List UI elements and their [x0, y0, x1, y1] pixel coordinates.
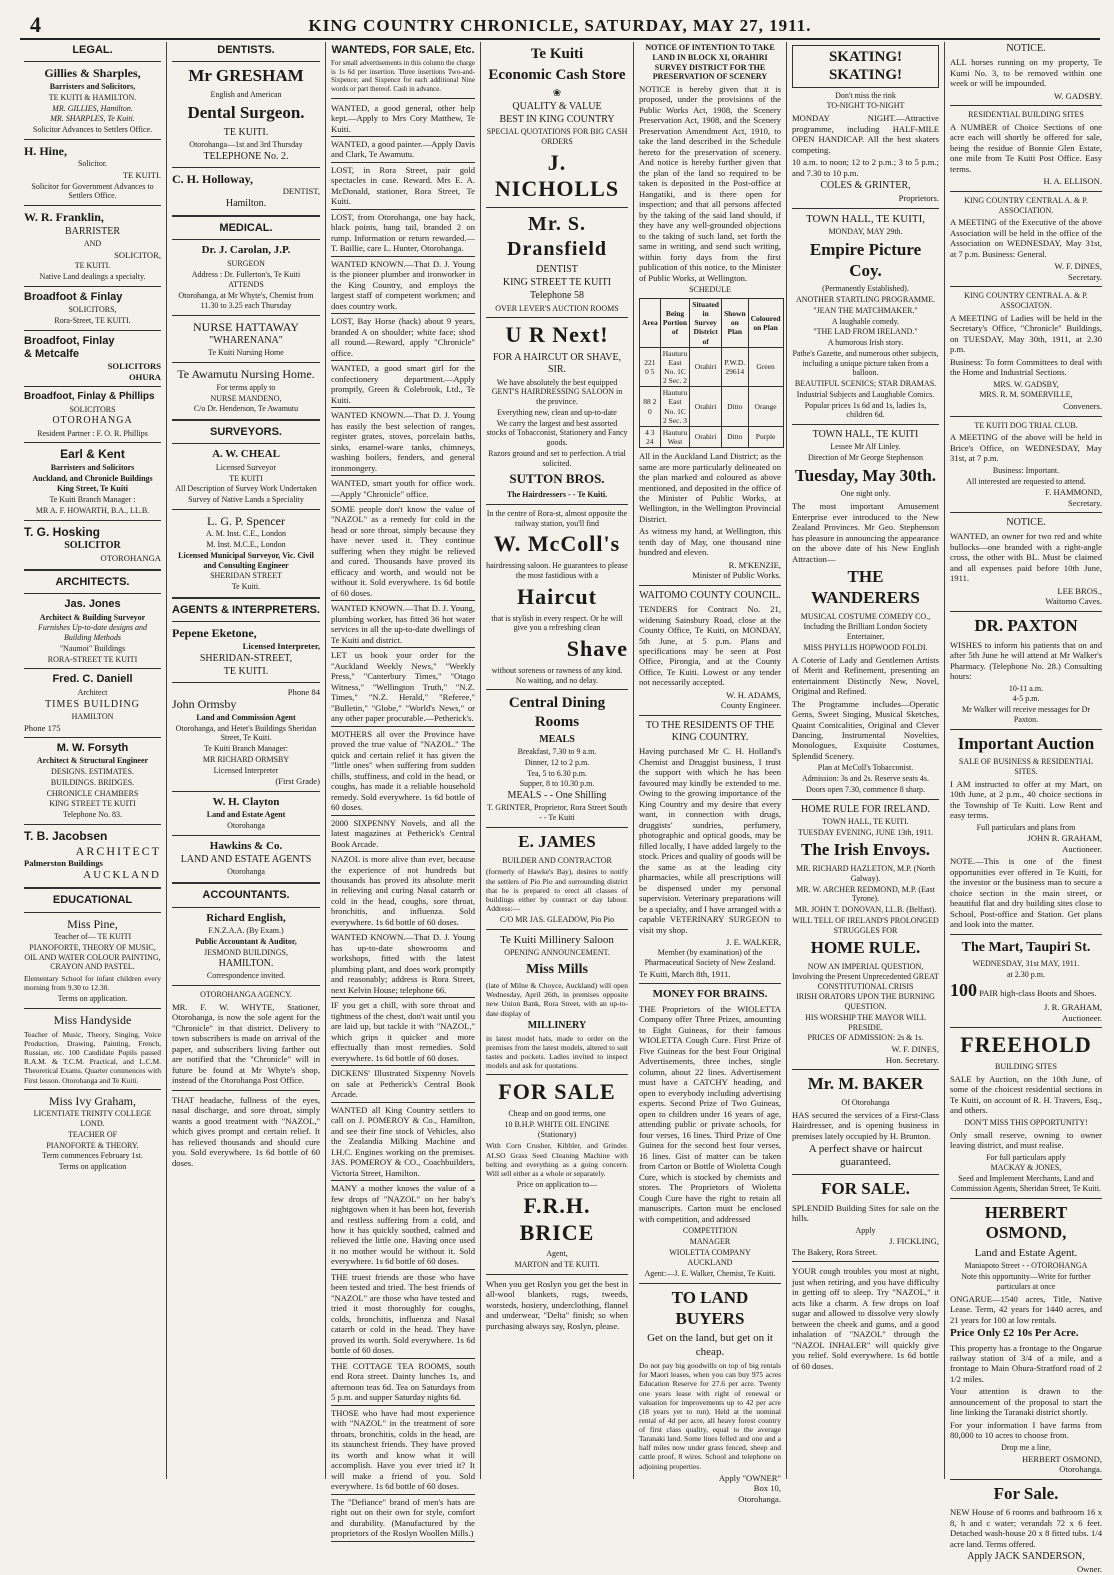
ad-millinery: Te Kuiti Millinery Saloon OPENING ANNOUNCEMENT. Miss Mills (late of Milne & Choyce, Auckland) will open Wednesday, April 26th, in premises opposite new Union Bank, Rora Street, with an up-to-date display of MILLINERY in latest model hats, made to order on the premises from the latest models, altered to suit tastes and pockets. Ladies invited to inspect models and ask for quotations. — [486, 933, 628, 1071]
wanteds-rates-note: For small advertisements in this column the charge is 1s 6d per insertion. Three insertions Two-and-Sixpence; and Sixpence for each additional Nine words or part thereof. Cash in advance. — [331, 59, 475, 93]
table-cell: 221 0 5 — [640, 347, 661, 387]
ad-carolan: Dr. J. Carolan, J.P. SURGEON Address : Dr. Fullerton's, Te Kuiti ATTENDS Otorohanga, at Mr Whyte's, Chemist from 11.30 to 3.25 each Thursday — [178, 244, 314, 310]
ad-pine: Miss Pine, Teacher of— TE KUITI PIANOFORTE, THEORY OF MUSIC, OIL AND WATER COLOUR PAINTING, CRAYON AND PASTEL. Elementary School for infant children every morning from 9.30 to 12.30. Terms on application. — [24, 916, 161, 1004]
ad-earl-kent: Earl & Kent Barristers and Solicitors Auckland, and Chronicle Buildings King Street, Te Kuiti Te Kuiti Branch Manager : MR A. F. HOWARTH, B.A., LL.B. — [32, 447, 153, 515]
column-entertainment — [788, 42, 943, 1479]
notice-heading: NOTICE. — [1006, 43, 1046, 54]
wanted-ad: LOST, from Otorohanga, one bay hack, black points, bang tail, branded 2 on rump. Information or return rewarded.—T. Baillie, care L. Hunter, Otorohanga. — [331, 211, 475, 254]
table-cell: Orahiri — [690, 426, 722, 447]
ad-waitomo-council: WAITOMO COUNTY COUNCIL. TENDERS for Contract No. 21, widening Sainsbury Road, close at the County Office, Te Kuiti, on MONDAY, 5th June, at 5 p.m. Plans and specifications may be seen at Post Office, Pirongia, and at the County Office, Te Kuiti. Lowest or any tender not necessarily accepted. W. H. ADAMS, County Engineer. — [639, 589, 781, 711]
ad-eketone: Pepene Eketone, Licensed Interpreter, SHERIDAN-STREET, TE KUITI. — [172, 626, 320, 677]
ad-paxton: DR. PAXTON WISHES to inform his patients that on and after 5th June he will attend at Mr Walker's Pharmacy. (Telephone No. 28.) Consulting hours: 10-11 a.m. 4-5 p.m. Mr Walker will receive messages for Dr Paxton. — [950, 615, 1102, 724]
ad-land-buyers: TO LAND BUYERS Get on the land, but get on it cheap. Do not pay big goodwills on top of big rentals for Maori leases, when you can buy 975 acres Education Reserve for 27.6 per acre. Twenty one years lease with right of renewal or valuation for improvements up to 42 per acre (18 years yet to run). Held at the nominal rental of 4d per acre, all heavy forest country of first class quality, equal to the average Taranaki land. Some lines felled and one and a half miles now under grass fenced, sheep and cattle proof, 8 wires. School and telephone on adjoining properties. Apply "OWNER" Box 10, Otorohanga. — [639, 1287, 781, 1504]
section-heading-wanteds: WANTEDS, FOR SALE, Etc. — [331, 44, 475, 56]
ad-walker-chemist: TO THE RESIDENTS OF THE KING COUNTRY. Having purchased Mr C. H. Holland's Chemist and Druggist business, I trust the support with which he has been favoured may kindly be extended to me. Owing to the growing importance of the King Country and my desire that every want, in connection with drugs, druggists' sundries, perfumery, photographic and optical goods, may be filled locally, I have added largely to the stock. Prices and quality of goods will be the same as at the leading city pharmacies, while all prescriptions will be dispensed under my personal supervision. Veterinary preparations will be a specialty, and I have arranged with a capable VETERINARY SURGEON to visit my shop. J. E. WALKER, Member (by examination) of the Pharmaceutical Society of New Zealand. Te Kuiti, March 8th, 1911. — [639, 719, 781, 979]
ad-hosking: T. G. Hosking SOLICITOR OTOROHANGA — [24, 524, 161, 564]
table-cell: 4 3 24 — [640, 426, 661, 447]
ad-forsyth: M. W. Forsyth Architect & Structural Engineer DESIGNS. ESTIMATES. BUILDINGS. BRIDGES. CHRONICLE CHAMBERS KING STREET TE KUITI Telephone No. 83. — [36, 742, 149, 820]
ad-awamutu: Te Awamutu Nursing Home. For terms apply to NURSE MANDENO, C/o Dr. Henderson, Te Awamutu — [177, 367, 315, 414]
ad-baker: Mr. M. BAKER Of Otorohanga HAS secured the services of a First-Class Hairdresser, and is opening business in premises lately occupied by H. Brunton. A perfect shave or haircut guaranteed. — [792, 1074, 939, 1169]
ad-money-for-brains: MONEY FOR BRAINS. THE Proprietors of the WIOLETTA Company offer Three Prizes, amounting to Eight Guineas, for their famous WIOLETTA Cough Cure. First Prize of Five Guineas for the best Four Original Advertisements, three inches, single column, about 22 lines. Advertisement must have a CATCHY heading, and open to everybody including advertising experts. Second Prize of Two Guineas, open to children under 16 years of age, attending public or private schools, for four verses, 16 lines. Third Prize of One Guinea for the second best four verses, 16 lines. Gist of matter can be taken from Carton or Bottle of Wioletta Cough Cure, which is stocked by chemists and stores. The Proprietors of Wioletta Cough Cure have the right to retain all manuscripts. Carton must be enclosed with competition, and addressed COMPETITION MANAGER WIOLETTA COMPANY AUCKLAND Agent:—J. E. Walker, Chemist, Te Kuiti. — [639, 988, 781, 1279]
table-cell: Orahiri — [690, 387, 722, 427]
table-row — [640, 387, 784, 427]
ad-spencer: L. G. P. Spencer A. M. Inst. C.E., London M. Inst. M.C.E., London Licensed Municipal Surveyor, Vic. Civil and Consulting Engineer SHERIDAN STREET Te Kuiti. — [178, 513, 314, 592]
table-cell: P.W.D. 29614 — [721, 347, 748, 387]
wanted-ad: WANTED, a good painter.—Apply Davis and Clark, Te Awamutu. — [331, 138, 475, 160]
schedule-heading: SCHEDULE — [689, 285, 731, 295]
table-cell: Shown on Plan — [721, 298, 748, 347]
table-cell: Ditto — [721, 387, 748, 427]
table-cell: Purple — [748, 426, 783, 447]
ornament-icon: ❀ — [552, 87, 562, 99]
column-professional — [168, 42, 324, 1479]
ad-broadfoot-phillips: Broadfoot, Finlay & Phillips SOLICITORS OTOROHANGA Resident Partner : F. O. R. Phillips — [24, 391, 155, 438]
table-row — [640, 347, 784, 387]
wanted-ad: WANTED KNOWN.—That D. J. Young has easily the best selection of ranges, register grates, stoves, porcelain baths, sinks, enamel-ware tanks, chimneys, washing boilers, fenders, and general ironmongery. — [331, 410, 475, 473]
ad-broadfoot-finlay: Broadfoot & Finlay SOLICITORS, Rora-Street, TE KUITI. — [24, 290, 131, 325]
page-number: 4 — [30, 12, 41, 37]
ad-house-for-sale: For Sale. NEW House of 6 rooms and bathroom 16 x 8, h and c water; verandah 72 x 6 feet. Detached wash-house 20 x 8 fitted tubs. 1/4 acre land. Terms offered. Apply JACK SANDERSON, Owner. — [950, 1483, 1102, 1575]
ad-empire-picture: TOWN HALL, TE KUITI, MONDAY, MAY 29th. Empire Picture Coy. (Permanently Established). ANOTHER STARTLING PROGRAMME. "JEAN THE MATCHMAKER." A laughable comedy. "THE LAD FROM IRELAND." A humorous Irish story. Pathe's Gazette, and numerous other subjects, including a unique picture taken from a balloon. BEAUTIFUL SCENICS; STAR DRAMAS. Industrial Subjects and Laughable Comics. Popular prices 1s 6d and 1s, ladies 1s, children 6d. — [792, 212, 939, 420]
ad-mccoll: In the centre of Rora-st, almost opposite the railway station, you'll find W. McColl's hairdressing saloon. He guarantees to please the most fastidious with a Haircut that is stylish in every respect. Or he will give you a refreshing clean Shave without soreness or rawness of any kind. No waiting, and no delay. — [486, 508, 628, 685]
wanted-ad: 2000 SIXPENNY Novels, and all the latest magazines at Petherick's Central Book Arcade. — [331, 817, 475, 849]
section-heading-educational: EDUCATIONAL — [52, 894, 133, 907]
wanted-ad: NAZOL is more alive than ever, because the experience of not hundreds but thousands has proved its absolute merit in relieving and curing Nasal catarrh or cold in the head, coughs, sore throat, bronchitis, and influenza. Sold everywhere. 1s 6d bottle of 60 doses. — [331, 854, 475, 927]
ad-mart: The Mart, Taupiri St. WEDNESDAY, 31st MAY, 1911. at 2.30 p.m. 100 PAIR high-class Boots and Shoes. J. R. GRAHAM, Auctioneer. — [950, 939, 1102, 1023]
ad-e-james: E. JAMES BUILDER AND CONTRACTOR (formerly of Hawke's Bay), desires to notify the settlers of Pio Pio and surrounding district that he is prepared to erect all classes of buildings either by contract or day labour. Address:— C/O MR JAS. GLEADOW, Pio Pio — [486, 831, 628, 925]
table-cell: Area — [640, 298, 661, 347]
table-cell: Green — [748, 347, 783, 387]
ad-important-auction: Important Auction SALE OF BUSINESS & RESIDENTIAL SITES. I AM instructed to offer at my Mart, on 10th June, at 2 p.m., 40 choice sections in the Township of Te Kuiti. Low Rent and easy terms. Full particulars and plans from JOHN R. GRAHAM, Auctioneer. NOTE.—This is one of the finest opportunities ever offered in Te Kuiti, for the investor or the business man to secure a choice section in the main street, or beautiful flat and dry building sites close to School, Post-office and Station. Get plans and look into the matter. — [950, 733, 1102, 930]
ad-freehold: FREEHOLD BUILDING SITES SALE by Auction, on the 10th June, of some of the choicest residential sections in Te Kuiti, on account of R. H. Travers, Esq., and others. DON'T MISS THIS OPPORTUNITY! Only small reserve, owning to owner leaving district, and must realise. For full particulars apply MACKAY & JONES, Seed and Implement Merchants, Land and Commission Agents, Sheridan Street, Te Kuiti. — [950, 1032, 1102, 1193]
ad-jacobsen: T. B. Jacobsen ARCHITECT Palmerston Buildings AUCKLAND — [24, 828, 161, 881]
table-cell: Hauturu East No. 1C 2 Sec. 3 — [660, 387, 690, 427]
wanted-ad: MANY a mother knows the value of a few drops of "NAZOL" on her baby's nightgown when it has been hot, feverish and restless suffering from a cold, and how it has quickly soothed, calmed and relieved the little one. Having once used it no mother would be without it. Sold everywhere. 1s 6d bottle of 60 doses. — [331, 1183, 475, 1267]
table-cell: 88 2 0 — [640, 387, 661, 427]
wanted-ad: LOST, Bay Horse (hack) about 9 years, branded A on shoulder; white face; shod all round.—Reward, apply "Chronicle" office. — [331, 316, 475, 358]
column-sales: NOTICE. ALL horses running on my property, Te Kumi No. 3, to be removed within one week or will be impounded. W. GADSBY. RESIDENTIAL BUILDING SITES A NUMBER of Choice Sections of one acre each will shortly be offered for sale, being the residue of Bonnie Glen Estate, one mile from Te Kuiti Post Office. Easy terms. H. A. ELLISON. KING COUNTRY CENTRAL A. & P. ASSOCIATION. A MEETING of the Executive of the above Association will be held in the office of the Association on WEDNESDAY, May 31st, at 7 p.m. Business: General. W. F. DINES, Secretary. KING COUNTRY CENTRAL A. & P. ASSOCIATON. A MEETING of Ladies will be held in the Secretary's Office, "Chronicle" Buildings, on TUESDAY, May 30th, 1911, at 2.30 p.m. Business: To form Committees to deal with the Home and Industrial Sections. MRS. W. GADSBY, MRS. R. M. SOMERVILLE, Conveners. TE KUITI DOG TRIAL CLUB. A MEETING of the above will be held in Brice's Office, on WEDNESDAY, May 31st, at 7 p.m. Business: Important. All interested are requested to attend. F. HAMMOND, Secretary. NOTICE. WANTED, an owner for two red and white bullocks—one branded with a right-angle cross, the other with BL. Must be claimed and all expenses paid before 10th June, 1911. LEE BROS., Waitomo Caves. DR. PAXTON WISHES to inform his patients that on and after 5th June he will attend at Mr Walker's Pharmacy. (Telephone No. 28.) Consulting hours: 10-11 a.m. 4-5 p.m. Mr Walker will receive messages for Dr Paxton. Important Auction SALE OF BUSINESS & RESIDENTIAL SITES. I AM instructed to offer at my Mart, on 10th June, at 2 p.m., 40 choice sections in the Township of Te Kuiti. Low Rent and easy terms. Full particulars and plans from JOHN R. GRAHAM, Auctioneer. NOTE.—This is one of the finest opportunities ever offered in Te Kuiti, for the investor or the business man to secure a choice section in the main street, or beautiful flat and dry building sites close to School, Post-office and Station. Get plans and look into the matter. The Mart, Taupiri St. WEDNESDAY, 31st MAY, 1911. at 2.30 p.m. 100 PAIR high-class Boots and Shoes. J. R. GRAHAM, Auctioneer. FREEHOLD BUILDING SITES SALE by Auction, on the 10th June, of some of the choicest residential sections in Te Kuiti, on account of R. H. Travers, Esq., and others. DON'T MISS THIS OPPORTUNITY! Only small reserve, owning to owner leaving district, and must realise. For full particulars apply MACKAY & JONES, Seed and Implement Merchants, Land and Commission Agents, Sheridan Street, Te Kuiti. HERBERT OSMOND, Land and Estate Agent. Maniapoto Street - - OTOROHANGA Note this opportunity—Write for further particulars at once ONGARUE—1540 acres, Title, Native Lease. Term, 42 years for 1440 acres, and 21 years for 100 at low rentals. Price Only £2 10s Per Acre. This property has a frontage to the Ongarue railway station of 3/4 of a mile, and a frontage to Main Ohura-Stratford road of 2 1/2 miles. Your attention is drawn to the announcement of the proposal to start the line linking the Taranaki district shortly. For your information I have farms from 80,000 to 10 acres to choose from. Drop me a line, HERBERT OSMOND, Otorohanga. For Sale. NEW House of 6 rooms and bathroom 16 x 8, h and c water; verandah 72 x 6 feet. Detached wash-house 20 x 8 fitted tubs. 1/4 acre land. Terms offered. Apply JACK SANDERSON, Owner. — [950, 43, 1102, 1575]
table-cell: Orange — [748, 387, 783, 427]
ad-bullocks-notice: NOTICE. WANTED, an owner for two red and white bullocks—one branded with a right-angle cross, the other with BL. Must be claimed and all expenses paid before 10th June, 1911. LEE BROS., Waitomo Caves. — [950, 517, 1102, 607]
ad-english: Richard English, F.N.Z.A.A. (By Exam.) Public Accountant & Auditor, JESMOND BUILDINGS, HAMILTON. Correspondence invited. — [195, 911, 297, 981]
wanted-ad: THE truest friends are those who have been tested and tried. The best friends of "NAZOL" are those who have tested and tried it most thoroughly for coughs, colds, bronchitis, influenza and Nasal catarrh or cold in the head. They have proved its worth. Sold everywhere. 1s 6d bottle of 60 doses. — [331, 1271, 475, 1356]
ad-nazol-cough: YOUR cough troubles you most at night, just when retiring, and you have difficulty in getting off to sleep. Try "NAZOL," it acts like a charm. A few drops on loaf sugar and allowed to dissolve very slowly between the cheek and gums, and a good inhalation of "NAZOL" through the "NAZOL INHALER" will quickly give you relief. Sold everywhere. 1s 6d bottle of 60 doses. — [792, 1266, 939, 1371]
ad-kc-association-ladies: KING COUNTRY CENTRAL A. & P. ASSOCIATON. A MEETING of Ladies will be held in the Secretary's Office, "Chronicle" Buildings, on TUESDAY, May 30th, 1911, at 2.30 p.m. Business: To form Committees to deal with the Home and Industrial Sections. MRS. W. GADSBY, MRS. R. M. SOMERVILLE, Conveners. — [950, 291, 1102, 412]
ad-franklin: W. R. Franklin, BARRISTER AND SOLICITOR, TE KUITI. Native Land dealings a specialty. — [24, 210, 161, 281]
schedule-table — [639, 298, 784, 448]
ad-cheal: A. W. CHEAL Licensed Surveyor TE KUITI All Description of Survey Work Undertaken Survey of Native Lands a Speciality — [175, 448, 317, 505]
ad-hine: H. Hine, Solicitor. TE KUITI. Solicitor for Government Advances to Settlers Office. — [24, 143, 161, 201]
table-cell: Hauturu West — [660, 426, 690, 447]
wanted-ad: WANTED, smart youth for office work.—Apply "Chronicle" office. — [331, 478, 475, 499]
wanted-ad: LOST, in Rora Street, pair gold spectacles in case. Reward. Mrs E. A. McDonald, stationer, Rora Street, Te Kuiti. — [331, 164, 475, 207]
table-cell: Ditto — [721, 426, 748, 447]
newspaper-title: KING COUNTRY CHRONICLE, SATURDAY, MAY 27, 1911. — [308, 16, 812, 35]
ad-home-rule: HOME RULE FOR IRELAND. TOWN HALL, TE KUITI. TUESDAY EVENING, JUNE 13th, 1911. The Irish Envoys. MR. RICHARD HAZLETON, M.P. (North Galway). MR. W. ARCHER REDMOND, M.P. (East Tyrone). MR. JOHN T. DONOVAN, LL.B. (Belfast). WILL TELL OF IRELAND'S PROLONGED STRUGGLES FOR HOME RULE. NOW AN IMPERIAL QUESTION, Involving the Present Unprecedented GREAT CONSTITUTIONAL CRISIS IRISH ORATORS UPON THE BURNING QUESTION. HIS WORSHIP THE MAYOR WILL PRESIDE. PRICES OF ADMISSION: 2s & 1s. W. F. DINES, Hon. Secretary. — [792, 803, 939, 1065]
wanted-ad: WANTED KNOWN.—That D. J. Young has up-to-date showrooms and workshops, fitted with the latest plumbing plant, and does work promptly and reasonably; address is Rora Street, next Kelvin House; telephone 66. — [331, 932, 475, 995]
wanted-ad: WANTED all King Country settlers to call on J. POMEROY & Co., Hamilton, and see their fine stock of Vehicles, also the Zealandia Milking Machine and I.H.C. Engines working on the premises. JAS. POMEROY & CO., Coachbuilders, Victoria Street, Hamilton. — [331, 1104, 475, 1178]
ad-nazol-headache: THAT headache, fullness of the eyes, nasal discharge, and sore throat, simply wants a good treatment with "NAZOL," which gives prompt and certain relief. It has relieved thousands and should cure you. Sold everywhere. 1s 6d bottle of 60 doses. — [172, 1094, 320, 1168]
wanteds-list — [331, 103, 475, 1542]
section-heading-legal: LEGAL. — [72, 44, 113, 56]
ad-osmond: HERBERT OSMOND, Land and Estate Agent. Maniapoto Street - - OTOROHANGA Note this opportunity—Write for further particulars at once ONGARUE—1540 acres, Title, Native Lease. Term, 42 years for 1440 acres, and 21 years for 100 at low rentals. Price Only £2 10s Per Acre. This property has a frontage to the Ongarue railway station of 3/4 of a mile, and a frontage to Main Ohura-Stratford road of 2 1/2 miles. Your attention is drawn to the announcement of the proposal to start the line linking the Taranaki district shortly. For your information I have farms from 80,000 to 10 acres to choose from. Drop me a line, HERBERT OSMOND, Otorohanga. — [950, 1202, 1102, 1475]
table-cell: Orahiri — [690, 347, 722, 387]
section-heading-agents: AGENTS & INTERPRETERS. — [172, 603, 320, 616]
column-notices: NOTICE OF INTENTION TO TAKE LAND IN BLOCK XI, ORAHIRI SURVEY DISTRICT FOR THE PRESERVATION OF SCENERY NOTICE is hereby given that it is proposed, under the provisions of the Public Works Act, 1908, the Scenery Preservation Act, 1908, and the Scenery Preservation Amendment Act, 1910, to take the land described in the Schedule hereto for the preservation of scenery. And notice is hereby further given that the plan of the land so required to be taken is deposited in the Post-office at Hangatiki, and is there open for inspection; and that all persons affected by the taking of the said land should, if they have any well-grounded objections to the taking of such land, set forth the same in writing, and send such writing, within forty days from the first publication of this notice, to the Minister of Public Works, at Wellington. SCHEDULE Area Being Portion of Situated in Survey District of Shown on Plan Coloured on Plan 221 0 5 Hauturu East No. 1C 2 Sec. 2 Orahiri P.W.D. 29614 Green 88 2 0 Hauturu East No. 1C 2 Sec. 3 Orahiri Ditto Orange 4 3 24 Hauturu West Orahiri Ditto Purple All in the Auckland Land District; as the same are more particularly delineated on the plan marked and coloured as above mentioned, and deposited in the office of the Minister of Public Works, at Wellington, in the Wellington Provincial District. As witness my hand, at Wellington, this tenth day of May, one thousand nine hundred and eleven. R. M'KENZIE, Minister of Public Works. WAITOMO COUNTY COUNCIL. TENDERS for Contract No. 21, widening Sainsbury Road, close at the County Office, Te Kuiti, on MONDAY, 5th June, at 5 p.m. Plans and specifications may be seen at Post Office, Pirongia, and at the County Office, Te Kuiti. Lowest or any tender not necessarily accepted. W. H. ADAMS, County Engineer. TO THE RESIDENTS OF THE KING COUNTRY. Having purchased Mr C. H. Holland's Chemist and Druggist business, I trust the support with which he has been favoured may kindly be extended to me. Owing to the growing importance of the King Country and my desire that every want, in connection with drugs, druggists' sundries, perfumery, photographic and optical goods, may be filled locally, I have added largely to the stock. Prices and quality of goods will be the same as at the leading city pharmacies, while all prescriptions will be dispensed under my personal supervision. Veterinary preparations will be a specialty, and I have arranged with a capable VETERINARY SURGEON to visit my shop. J. E. WALKER, Member (by examination) of the Pharmaceutical Society of New Zealand. Te Kuiti, March 8th, 1911. MONEY FOR BRAINS. THE Proprietors of the WIOLETTA Company offer Three Prizes, amounting to Eight Guineas, for their famous WIOLETTA Cough Cure. First Prize of Five Guineas for the best Four Original Advertisements, three inches, single column, about 22 lines. Advertisement must have a CATCHY heading, and open to everybody including advertising experts. Second Prize of Two Guineas, open to children under 16 years of age, attending public or private schools, for four verses, 16 lines. Third Prize of One Guinea for the second best four verses, 16 lines. Gist of matter can be taken from Carton or Bottle of Wioletta Cough Cure, which is stocked by chemists and stores. The Proprietors of Wioletta Cough Cure have the right to retain all manuscripts. Carton must be enclosed with competition, and addressed COMPETITION MANAGER WIOLETTA COMPANY AUCKLAND Agent:—J. E. Walker, Chemist, Te Kuiti. TO LAND BUYERS Get on the land, but get on it cheap. Do not pay big goodwills on top of big rentals for Maori leases, when you can buy 975 acres Education Reserve for 27.6 per acre. Twenty one years lease with right of renewal or valuation for improvements up to 42 per acre (18 years yet to run). Held at the nominal rental of 4d per acre, all heavy forest country of first class quality, equal to the average Taranaki land. Some lines felled and one and a half miles now under grass fenced, sheep and cattle proof, 8 wires. School and telephone on adjoining properties. Apply "OWNER" Box 10, Otorohanga. — [635, 42, 785, 1479]
table-cell: Being Portion of — [660, 298, 690, 347]
column-shops — [482, 42, 632, 1479]
wanted-ad: IF you get a chill, with sore throat and tightness of the chest, don't wait until you are laid up, but tackle it with "NAZOL," which grips it quicker and more effectually than most remedies. Sold everywhere. 1s 6d bottle of 60 doses. — [331, 1000, 475, 1063]
ad-roslyn: When you get Roslyn you get the best in all-wool blankets, rugs, tweeds, worsteds, hosiery, underclothing, flannel and underwear, "Delta" finish; so when purchasing always say, Roslyn, please. — [486, 1278, 628, 1331]
wanted-ad: WANTED, a good smart girl for the confectionery department.—Apply promptly, Green & Colebrook, Ltd., Te Kuiti. — [331, 363, 475, 405]
wanted-ad: MOTHERS all over the Province have proved the true value of "NAZOL." The quick and certain relief it has given the "little ones" when suffering from sudden chills, stuffiness, and cold in the head, or coughs, has made it a reliable household remedy. Sold everywhere. 1s 6d bottle of 60 doses. — [331, 728, 475, 813]
column-rule — [633, 42, 634, 1479]
ad-dog-trial: TE KUITI DOG TRIAL CLUB. A MEETING of the above will be held in Brice's Office, on WEDNESDAY, May 31st, at 7 p.m. Business: Important. All interested are requested to attend. F. HAMMOND, Secretary. — [950, 420, 1102, 508]
wanted-ad: LET us book your order for the "Auckland Weekly News," "Weekly Press," "Canterbury Times," "Otago Witness," "Wellington Truth," "N.Z. Times," "N.Z. Herald," "Referee," "Bulletin," "Globe," "World's News," or any other paper procurable.—Petherick's. — [331, 650, 475, 724]
ad-handyside: Miss Handyside Teacher of Music, Theory, Singing, Voice Production, Drawing, Painting, French, Russian, etc. 100 Candidate Pupils passed R.A.M. & T.C.M. Practical, and L.C.M. Theoretical Exams. Quarter commences with First lesson. Otorohanga and Te Kuiti. — [24, 1013, 161, 1085]
section-heading-medical: MEDICAL. — [219, 222, 273, 235]
table-row — [640, 426, 784, 447]
ad-clayton: W. H. Clayton Land and Estate Agent Otorohanga — [206, 795, 286, 831]
wanted-ad: THOSE who have had most experience with "NAZOL" in the treatment of sore throats, bronchitis, colds in the head, are its staunchest friends. They have proved its worth and know what it will accomplish. Have you ever tried it? It will make a friend of you. Sold everywhere. 1s 6d bottle of 60 doses. — [331, 1407, 475, 1492]
table-cell: Coloured on Plan — [748, 298, 783, 347]
ad-kc-association-executive: KING COUNTRY CENTRAL A. & P. ASSOCIATION. A MEETING of the Executive of the above Association will be held in the office of the Association on WEDNESDAY, May 31st, at 7 p.m. Business: General. W. F. DINES, Secretary. — [950, 195, 1102, 282]
column-legal — [20, 42, 165, 1479]
column-rule — [166, 42, 167, 1479]
ad-holloway: C. H. Holloway, DENTIST, Hamilton. — [172, 171, 320, 209]
column-rule — [325, 42, 326, 1479]
ad-skating: SKATING! SKATING! Don't miss the rink TO-NIGHT TO-NIGHT MONDAY NIGHT.—Attractive programme, including HALF-MILE OPEN HANDICAP. All the best skaters competing. 10 a.m. to noon; 12 to 2 p.m.; 3 to 5 p.m.; and 7.30 to 10 p.m. COLES & GRINTER, Proprietors. — [792, 45, 939, 204]
notice-scenery-body: NOTICE is hereby given that it is proposed, under the provisions of the Public Works Act, 1908, the Scenery Preservation Act, 1908, and the Scenery Preservation Amendment Act, 1910, to take the land described in the Schedule hereto for the preservation of scenery. And notice is hereby further given that the plan of the land so required to be taken is deposited in the Post-office at Hangatiki, and is there open for inspection; and that all persons affected by the taking of the said land should, if they have any well-grounded objections to the taking of such land, set forth the same in writing, and send such writing, within forty days from the first publication of this notice, to the Minister of Public Works, at Wellington. — [639, 84, 781, 283]
masthead — [20, 14, 1100, 40]
ad-sutton-bros: U R Next! FOR A HAIRCUT OR SHAVE, SIR. We have absolutely the best equipped GENT'S HAIRDRESSING SALOON in the province. Everything new, clean and up-to-date We carry the largest and best assorted stocks of Tobacconist, Stationery and Fancy goods. Razors ground and set to perfection. A trial solicited. SUTTON BROS. The Hairdressers - - Te Kuiti. — [486, 322, 628, 500]
wanted-ad: WANTED, a good general, other help kept.—Apply to Mrs Cory Matthew, Te Kuiti. — [331, 102, 475, 134]
ad-graham: Miss Ivy Graham, LICENTIATE TRINITY COLLEGE LOND. TEACHER OF PIANOFORTE & THEORY. Term commences February 1st. Terms on application — [33, 1093, 152, 1172]
ad-for-sale-engine: FOR SALE Cheap and on good terms, one 10 B.H.P. WHITE OIL ENGINE (Stationary) With Corn Crusher, Kibbler, and Grinder. ALSO Grass Seed Cleaning Machine with belting and everything as a going concern. Will sell either as a whole or separately. Price on application to— F.R.H. BRICE Agent, MARTON and TE KUITI. — [486, 1079, 628, 1270]
wanted-ad: THE COTTAGE TEA ROOMS, south end Rora street. Dainty lunches 1s, and afternoon teas 6d. Tea on Saturdays from 5 p.m. and supper Saturday nights 6d. — [331, 1360, 475, 1403]
column-rule — [944, 42, 945, 1479]
column-wanteds — [327, 42, 479, 1539]
wanted-ad: DICKENS' Illustrated Sixpenny Novels on sale at Petherick's Central Book Arcade. — [331, 1068, 475, 1100]
section-heading-surveyors: SURVEYORS. — [210, 426, 282, 439]
section-heading-accountants: ACCOUNTANTS. — [202, 889, 290, 902]
ad-central-dining-rooms: Central Dining Rooms MEALS Breakfast, 7.30 to 9 a.m. Dinner, 12 to 2 p.m. Tea, 5 to 6.30 p.m. Supper, 8 to 10.30 p.m. MEALS - - One Shilling T. GRINTER, Proprietor, Rora Street South - - Te Kuiti — [487, 695, 627, 823]
ad-hattaway: NURSE HATTAWAY "WHARENANA" Te Kuiti Nursing Home — [193, 319, 299, 358]
ad-hawkins: Hawkins & Co. LAND AND ESTATE AGENTS Otorohanga — [180, 839, 312, 877]
ad-daniell: Fred. C. Daniell Architect TIMES BUILDING HAMILTON Phone 175 — [24, 673, 140, 733]
ad-fickling: FOR SALE. SPLENDID Building Sites for sale on the hills. Apply J. FICKLING, The Bakery, Rora Street. — [792, 1178, 939, 1257]
wanted-ad: SOME people don't know the value of "NAZOL" as a remedy for cold in the head or sore throat, simply because they have never used it. They continue suffering when they might be relieved and cured. Thousands have proved its efficacy and worth, and would not be without it. Sold everywhere. 1s 6d bottle of 60 doses. — [331, 504, 475, 598]
table-cell: Hauturu East No. 1C 2 Sec. 2 — [660, 347, 690, 387]
ad-gresham: Mr GRESHAM English and American Dental Surgeon. TE KUITI. Otorohanga—1st and 3rd Thursday TELEPHONE No. 2. — [187, 66, 305, 162]
table-cell: Situated in Survey District of — [690, 298, 722, 347]
notice-scenery-heading: NOTICE OF INTENTION TO TAKE LAND IN BLOCK XI, ORAHIRI SURVEY DISTRICT FOR THE PRESERVATION OF SCENERY — [645, 43, 775, 82]
column-rule — [480, 42, 481, 1479]
wanted-ad: WANTED KNOWN.—That D. J. Young, plumbing worker, has fitted 36 hot water services in all the up-to-date dwellings of Te Kuiti and district. — [331, 603, 475, 645]
wanted-ad: The "Defiance" brand of men's hats are right out on their own for style, comfort and durability. (Manufactured by the proprietors of the Roslyn Woollen Mills.) — [331, 1496, 475, 1539]
section-heading-architects: ARCHITECTS. — [55, 575, 130, 588]
ad-whyte: MR. F. W. WHYTE, Stationer, Otorohanga, is now the sole agent for the "Chronicle" in that district. Delivery to town subscribers is made on arrival of the paper, and subscribers living farther out are notified that the "Chronicle" will in future be found at Mr Whyte's shop, instead of the Otorohanga Post Office. — [172, 1001, 320, 1086]
ad-jones: Jas. Jones Architect & Building Surveyor Furnishes Up-to-date designs and Building Methods "Naumoi" Buildings RORA-STREET TE KUITI — [37, 598, 148, 664]
table-row — [640, 298, 784, 347]
wanted-ad: WANTED KNOWN.—That D. J. Young is the pioneer plumber and ironworker in the King Country, and employs the largest staff of competent workmen; and does country work. — [331, 258, 475, 311]
ad-broadfoot-metcalfe: Broadfoot, Finlay & Metcalfe SOLICITORS OHURA — [24, 334, 161, 382]
section-heading-otorohanga: OTOROHANGA AGENCY. — [200, 990, 292, 1000]
section-heading-dentists: DENTISTS. — [217, 44, 275, 56]
column-rule — [786, 42, 787, 1479]
ad-wanderers: TOWN HALL, TE KUITI Lessee Mr Alf Linley. Direction of Mr George Stephenson Tuesday, May 30th. One night only. The most important Amusement Enterprise ever introduced to the New Zealand Provinces. Mr Geo. Stephenson has pleasure in announcing the appearance on the above date of his New English Attraction— THE WANDERERS MUSICAL COSTUME COMEDY CO., Including the Brilliant London Society Entertainer, MISS PHYLLIS HOPWOOD FOLDI. A Coterie of Lady and Gentlemen Artists of Merit and Refinement, presenting an entertainment Distinctly New, Novel, Original and Refined. The Programme includes—Operatic Gems, Sweet Singing, Musical Sketches, Quaint Comicalities, Original and Clever Dancing, Instrumental Novelties, Monologues, Exquisite Costumes, Splendid Scenery. Plan at McColl's Tobacconist. Admission: 3s and 2s. Reserve seats 4s. Doors open 7.30, commence 8 sharp. — [792, 429, 939, 794]
ad-gillies: Gillies & Sharples, Barristers and Solicitors, TE KUITI & HAMILTON. MR. GILLIES, Hamilton. MR. SHARPLES, Te Kuiti. Solicitor Advances to Settlers Office. — [32, 66, 153, 135]
ad-economic-cash-store: Te Kuiti Economic Cash Store ❀ QUALITY & VALUE BEST IN KING COUNTRY SPECIAL QUOTATIONS FOR BIG CASH ORDERS J. NICHOLLS — [486, 46, 628, 202]
ad-ormsby: Phone 84 John Ormsby Land and Commission Agent Otorohanga, and Hetet's Buildings Sheridan Street, Te Kuiti. Te Kuiti Branch Manager: MR RICHARD ORMSBY Licensed Interpreter (First Grade) — [172, 686, 320, 787]
ad-dransfield: Mr. S. Dransfield DENTIST KING STREET TE KUITI Telephone 58 OVER LEVER'S AUCTION ROOMS — [495, 213, 619, 313]
